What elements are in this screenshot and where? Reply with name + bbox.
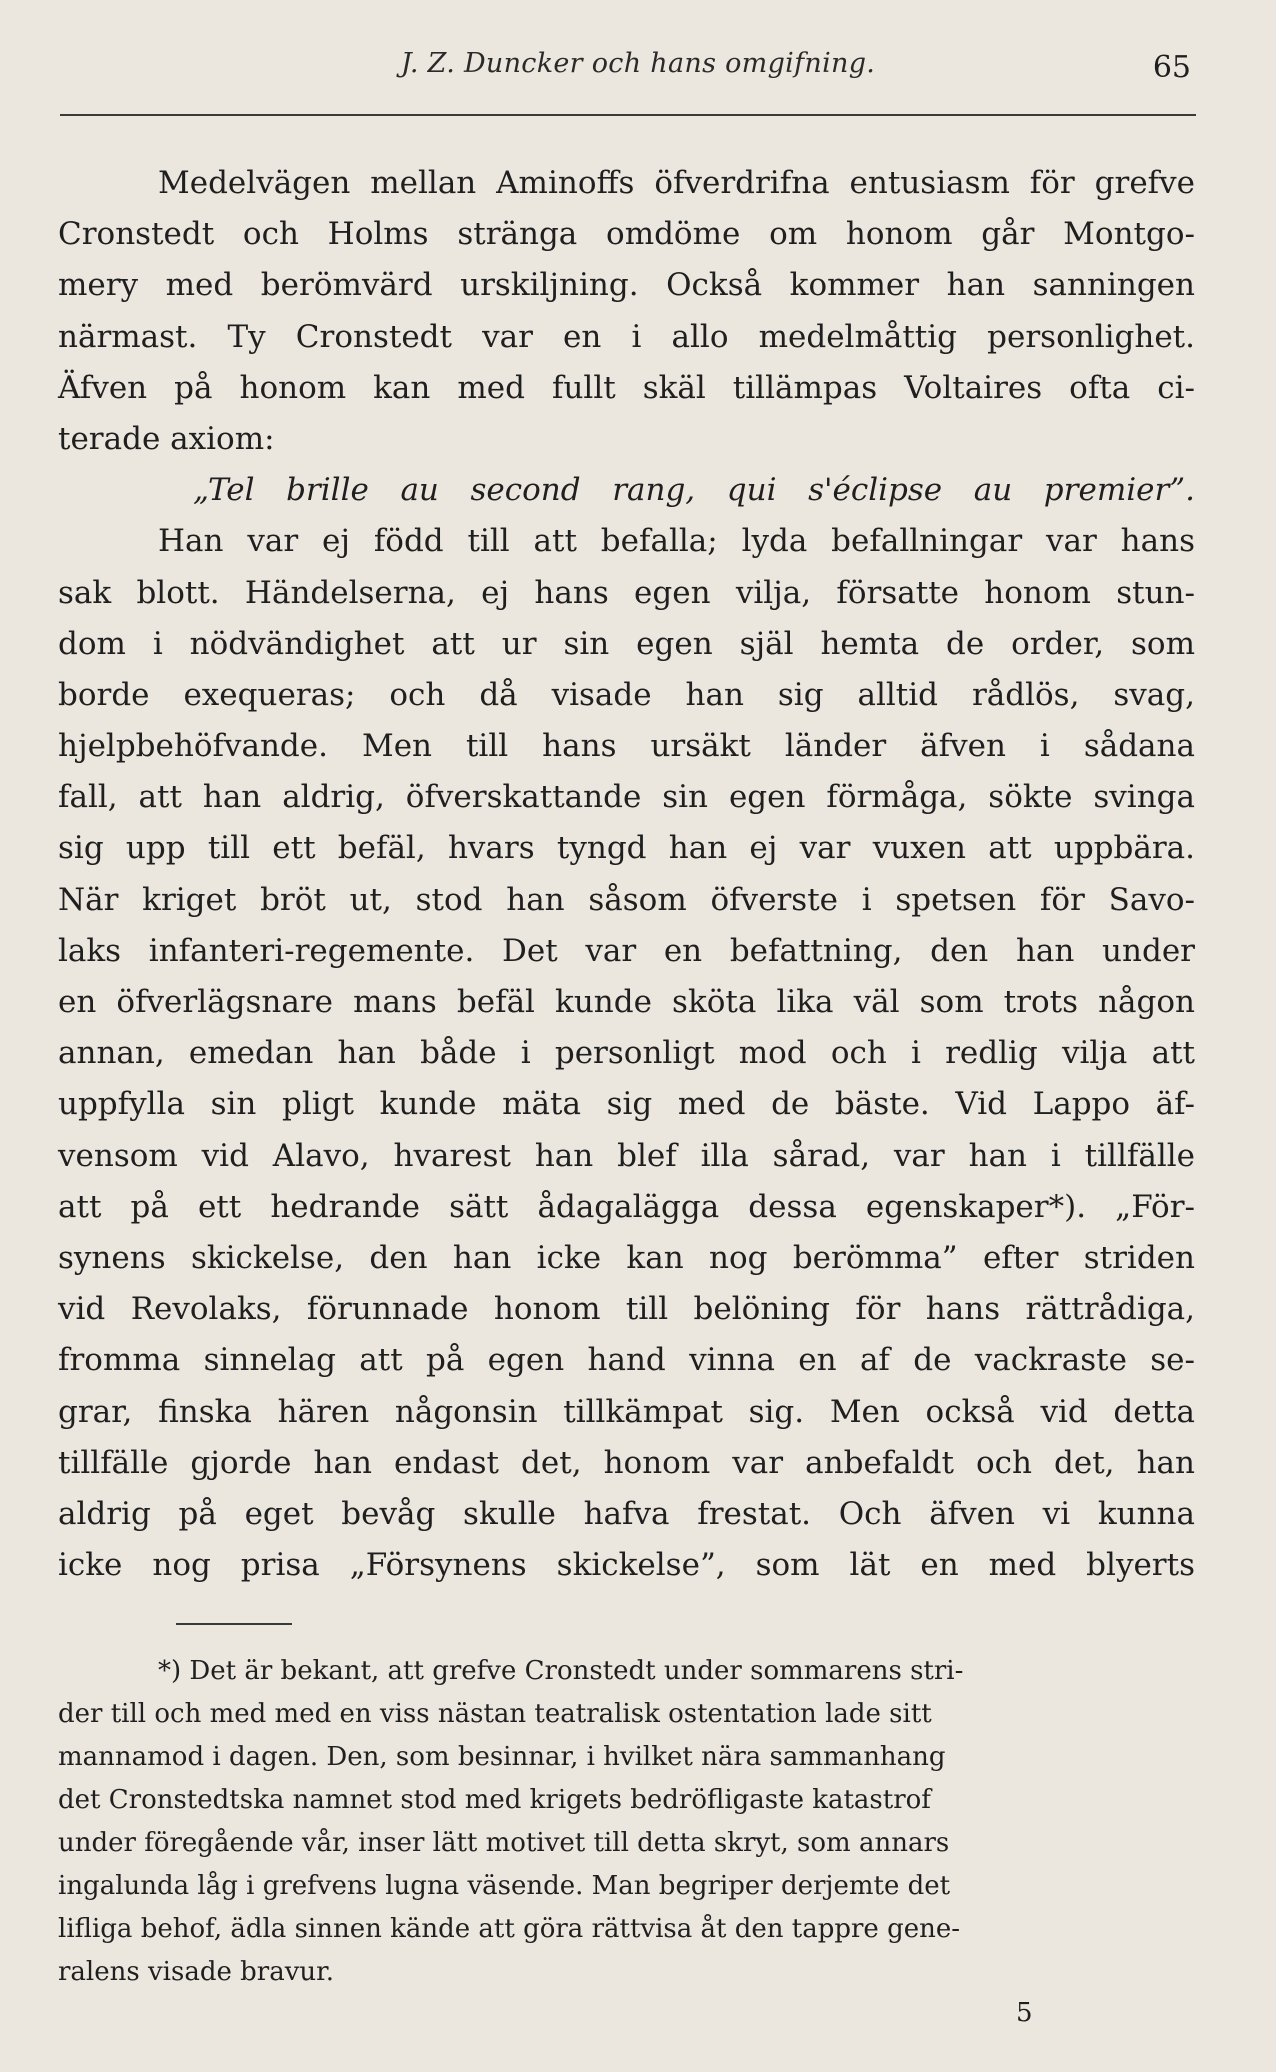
footnote-line: der till och med med en viss nästan teatralisk ostentation lade sitt: [58, 1699, 932, 1729]
text-line: icke nog prisa „Försynens skickelse”, som lät en med blyerts: [58, 1547, 1195, 1584]
footnote-line: mannamod i dagen. Den, som besinnar, i hvilket nära sammanhang: [58, 1742, 946, 1772]
body-text: [58, 158, 1195, 1591]
text-line: vid Revolaks, förunnade honom till belöning för hans rättrådiga,: [58, 1291, 1195, 1328]
footnote-line: *) Det är bekant, att grefve Cronstedt under sommarens stri-: [158, 1656, 964, 1686]
footnote: [58, 1650, 1195, 1994]
text-line: närmast. Ty Cronstedt var en i allo medelmåttig personlighet.: [58, 318, 1195, 355]
signature-mark: 5: [1016, 1998, 1033, 2028]
text-line: terade axiom:: [58, 420, 275, 457]
text-line: Äfven på honom kan med fullt skäl tillämpas Voltaires ofta ci-: [58, 369, 1195, 406]
text-line: uppfylla sin pligt kunde mäta sig med de bäste. Vid Lappo äf-: [58, 1086, 1195, 1123]
text-line: fromma sinnelag att på egen hand vinna en af de vackraste se-: [58, 1342, 1195, 1379]
text-line: „Tel brille au second rang, qui s'éclipse au premier”.: [193, 472, 1195, 509]
footnote-line: under föregående vår, inser lätt motivet till detta skryt, som annars: [58, 1828, 950, 1858]
text-line: tillfälle gjorde han endast det, honom var anbefaldt och det, han: [58, 1444, 1195, 1481]
text-line: en öfverlägsnare mans befäl kunde sköta lika väl som trots någon: [58, 984, 1195, 1020]
text-line: vensom vid Alavo, hvarest han blef illa sårad, var han i tillfälle: [58, 1137, 1195, 1174]
footnote-line: lifliga behof, ädla sinnen kände att göra rättvisa åt den tappre gene-: [58, 1914, 961, 1944]
text-line: sak blott. Händelserna, ej hans egen vilja, försatte honom stun-: [58, 574, 1195, 611]
footnote-line: det Cronstedtska namnet stod med krigets bedröfligaste katastrof: [58, 1785, 931, 1815]
text-line: Medelvägen mellan Aminoffs öfverdrifna entusiasm för grefve: [158, 165, 1195, 201]
text-line: annan, emedan han både i personligt mod och i redlig vilja att: [58, 1035, 1195, 1072]
text-line: Han var ej född till att befalla; lyda befallningar var hans: [158, 523, 1195, 560]
text-line: laks infanteri-regemente. Det var en befattning, den han under: [58, 932, 1195, 969]
text-line: mery med berömvärd urskiljning. Också kommer han sanningen: [58, 267, 1195, 304]
page-number: 65: [1152, 50, 1191, 85]
text-line: att på ett hedrande sätt ådagalägga dessa egenskaper*). „För-: [58, 1188, 1195, 1225]
footnote-rule: [176, 1623, 292, 1625]
running-title: J. Z. Duncker och hans omgifning.: [400, 48, 876, 79]
footnote-line: ingalunda låg i grefvens lugna väsende. Man begriper derjemte det: [58, 1871, 951, 1901]
text-line: hjelpbehöfvande. Men till hans ursäkt länder äfven i sådana: [58, 728, 1195, 765]
text-line: borde exequeras; och då visade han sig alltid rådlös, svag,: [58, 676, 1195, 713]
footnote-line: ralens visade bravur.: [58, 1957, 334, 1987]
text-line: synens skickelse, den han icke kan nog berömma” efter striden: [58, 1239, 1195, 1276]
text-line: dom i nödvändighet att ur sin egen själ hemta de order, som: [58, 625, 1195, 662]
header-rule: [60, 114, 1196, 116]
text-line: aldrig på eget bevåg skulle hafva frestat. Och äfven vi kunna: [58, 1495, 1195, 1532]
text-line: sig upp till ett befäl, hvars tyngd han ej var vuxen att uppbära.: [58, 830, 1195, 867]
text-line: grar, finska hären någonsin tillkämpat sig. Men också vid detta: [58, 1393, 1195, 1430]
text-line: fall, att han aldrig, öfverskattande sin egen förmåga, sökte svinga: [58, 779, 1195, 816]
text-line: Cronstedt och Holms stränga omdöme om honom går Montgo-: [58, 216, 1195, 253]
text-line: När kriget bröt ut, stod han såsom öfverste i spetsen för Savo-: [58, 881, 1195, 918]
